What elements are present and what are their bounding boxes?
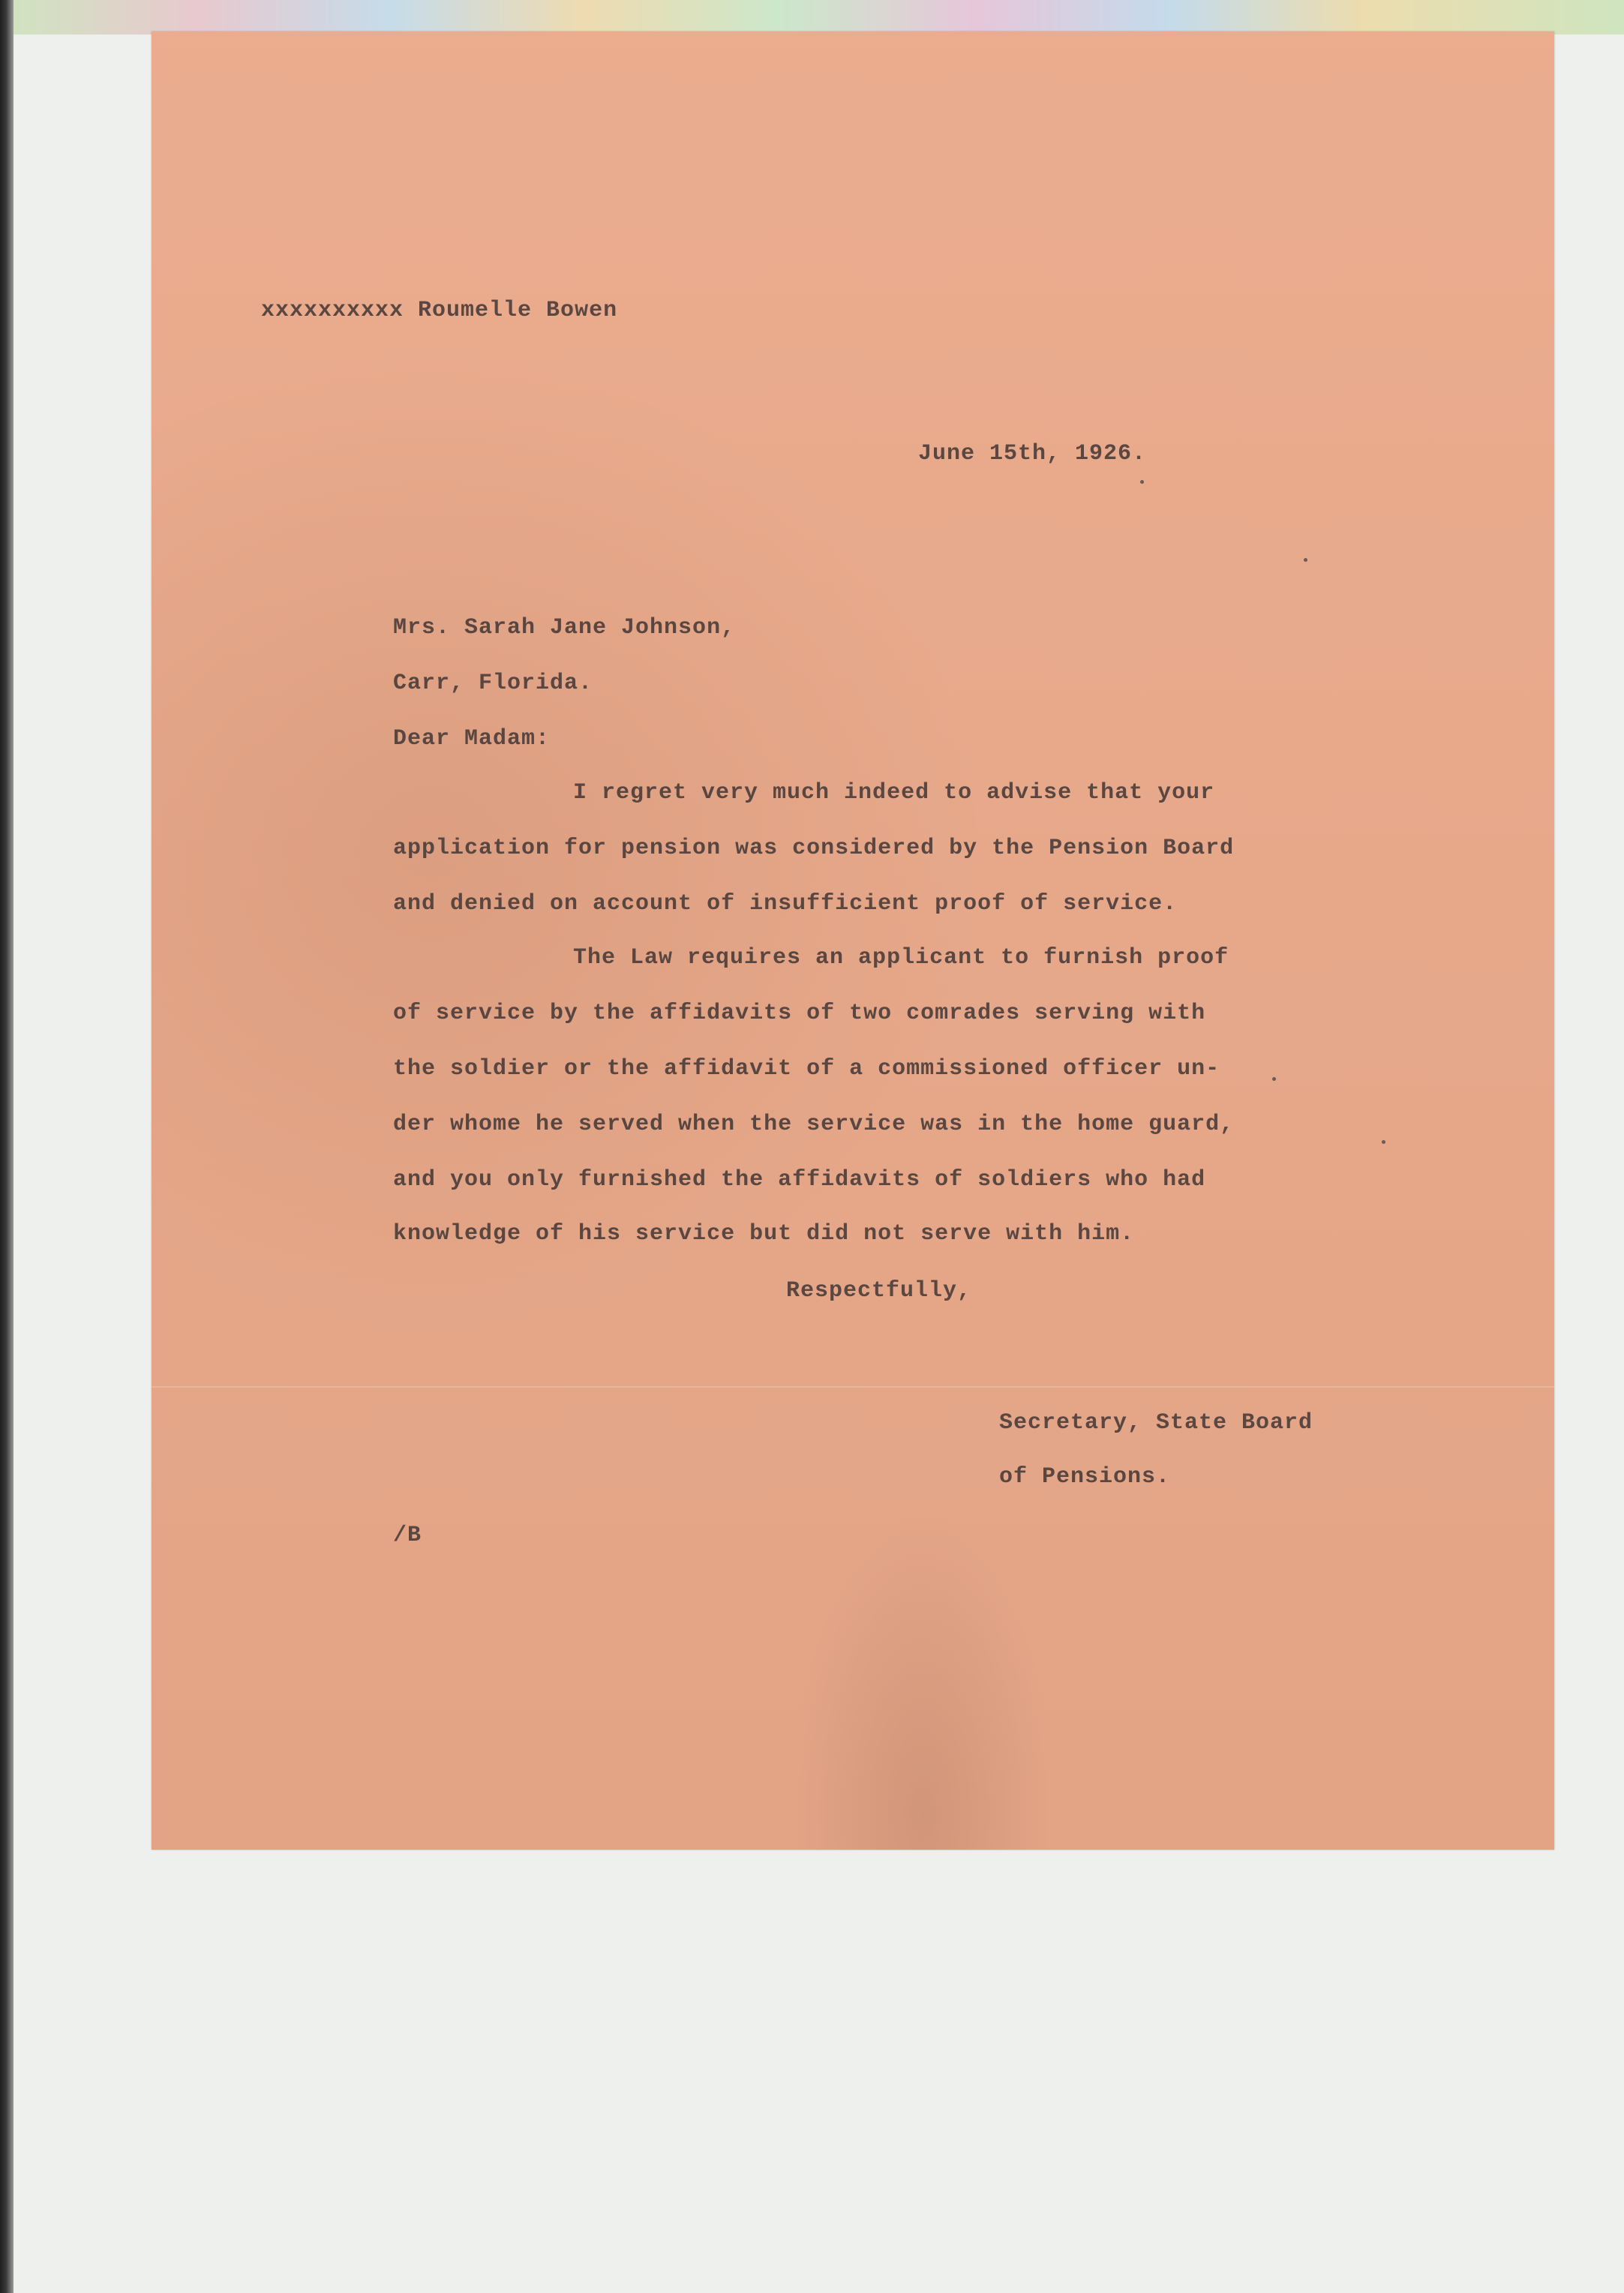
paragraph-line: der whome he served when the service was in the home guard, [393, 1112, 1235, 1137]
paragraph-line: of service by the affidavits of two comrades serving with [393, 1001, 1206, 1026]
paper-fold-line [152, 1386, 1554, 1388]
salutation: Dear Madam: [393, 726, 551, 752]
paragraph-line: The Law requires an applicant to furnish proof [573, 945, 1229, 971]
scan-top-edge [0, 0, 1624, 35]
paragraph-line: and denied on account of insufficient proof of service. [393, 891, 1178, 917]
recipient-address: Carr, Florida. [393, 671, 593, 696]
closing: Respectfully, [786, 1278, 972, 1304]
signature-title-line: of Pensions. [999, 1464, 1171, 1490]
letter-date: June 15th, 1926. [918, 441, 1147, 467]
paragraph-line: I regret very much indeed to advise that your [573, 780, 1215, 806]
paper-speck [1140, 480, 1144, 484]
typist-initials: /B [393, 1523, 422, 1548]
paper-speck [1304, 558, 1307, 562]
paragraph-line: application for pension was considered by the Pension Board [393, 836, 1235, 861]
heading-line: xxxxxxxxxx Roumelle Bowen [261, 298, 618, 323]
scan-left-edge [0, 0, 14, 2293]
paragraph-line: the soldier or the affidavit of a commissioned officer un- [393, 1056, 1220, 1082]
signature-title-line: Secretary, State Board [999, 1410, 1313, 1436]
paper-speck [1272, 1077, 1276, 1081]
recipient-name: Mrs. Sarah Jane Johnson, [393, 615, 736, 641]
letter-page [152, 32, 1554, 1850]
paragraph-line: knowledge of his service but did not serve with him. [393, 1221, 1135, 1247]
paper-speck [1382, 1140, 1385, 1144]
paragraph-line: and you only furnished the affidavits of soldiers who had [393, 1167, 1206, 1193]
